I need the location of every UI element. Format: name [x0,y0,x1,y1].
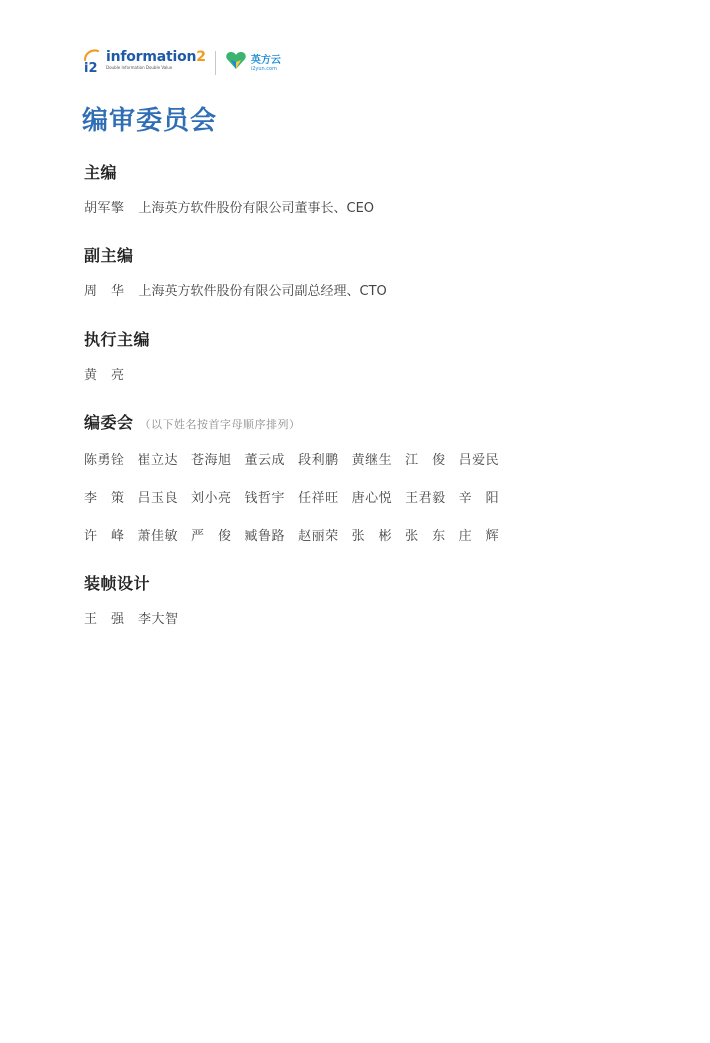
section-design [84,571,179,627]
information-suffix: 2 [196,49,206,65]
committee-member: 唐心悦 [351,491,393,506]
committee-member: 江 俊 [405,453,446,468]
logo-divider [215,51,216,75]
logo-bar [82,48,281,78]
committee-member: 钱哲宇 [244,491,286,506]
section-heading [84,410,512,433]
committee-member: 萧佳敏 [137,529,179,544]
person-name: 胡军擎 [84,201,125,216]
committee-member: 崔立达 [137,453,179,468]
committee-note: （以下姓名按首字母顺序排列） [139,418,301,431]
committee-member: 苍海旭 [191,453,232,468]
committee-member: 臧鲁路 [244,529,286,544]
section-heading: 副主编 [84,246,134,265]
committee-member: 陈勇铨 [84,453,125,468]
information2-logo [82,48,206,78]
i2-mark-icon [82,48,104,74]
i2yun-domain: i2yun.com [250,65,277,72]
committee-member: 张 彬 [351,529,393,544]
section-editor-in-chief [84,160,374,216]
committee-member: 严 俊 [191,529,232,544]
page-title: 编审委员会 [82,106,218,136]
section-committee [84,410,512,563]
editor-in-chief-line [84,197,374,216]
committee-member: 黄继生 [351,453,393,468]
committee-member: 吕爱民 [458,453,500,468]
svg-text:i2: i2 [84,61,98,74]
information2-tagline: Double Information Double Value [106,65,173,70]
section-executive-editor [84,327,150,383]
committee-row [84,525,512,545]
deputy-editor-line [84,280,387,299]
committee-row [84,449,512,469]
i2yun-logo [225,51,281,75]
committee-member: 庄 辉 [458,529,500,544]
information-word: information [106,49,197,65]
person-name: 黄 亮 [84,368,125,383]
information2-wordmark [106,50,206,65]
committee-member: 李 策 [84,491,125,506]
designer-names: 王 强 李大智 [84,612,179,627]
committee-member: 任祥旺 [298,491,339,506]
i2yun-name: 英方云 [250,54,281,66]
committee-member: 段利鹏 [298,453,339,468]
person-role: 上海英方软件股份有限公司副总经理、CTO [138,284,387,299]
section-deputy-editor [84,243,387,299]
executive-editor-line [84,364,150,383]
committee-member: 王君毅 [405,491,446,506]
design-line [84,608,179,627]
committee-member: 张 东 [405,529,446,544]
person-name: 周 华 [84,284,125,299]
committee-heading-text: 编委会 [84,413,134,432]
committee-member: 董云成 [244,453,286,468]
committee-member: 刘小亮 [191,491,232,506]
committee-member: 赵丽荣 [298,529,339,544]
section-heading: 执行主编 [84,330,151,349]
section-heading: 主编 [84,163,118,182]
person-role: 上海英方软件股份有限公司董事长、CEO [138,201,375,216]
committee-row [84,487,512,507]
committee-name-grid [84,449,512,545]
committee-member: 辛 阳 [458,491,500,506]
committee-member: 吕玉良 [137,491,179,506]
section-heading: 装帧设计 [84,574,151,593]
i2yun-heart-icon [225,51,247,75]
committee-member: 许 峰 [84,529,125,544]
